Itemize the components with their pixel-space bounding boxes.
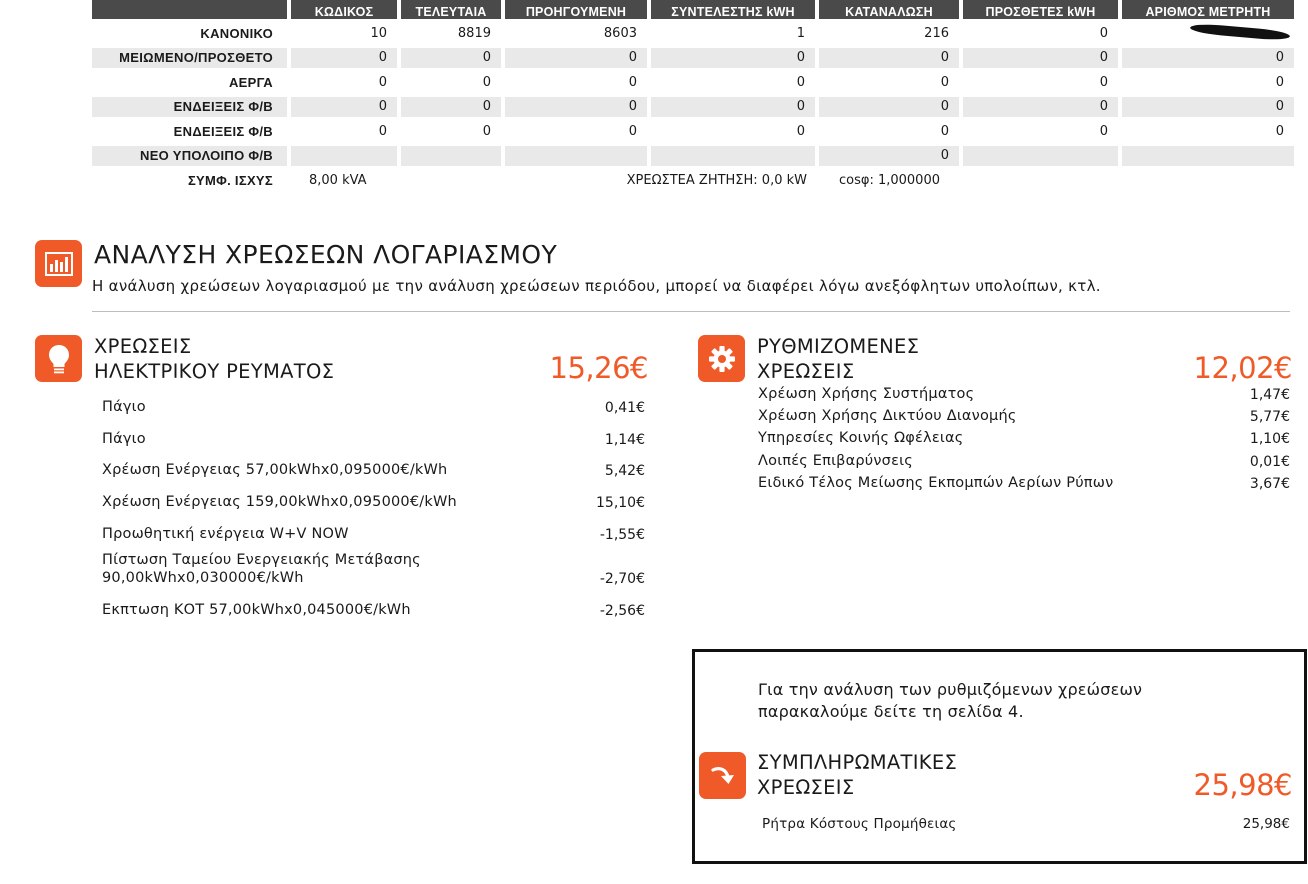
- analysis-subtitle: Η ανάλυση χρεώσεων λογαριασμού με την ανάλυση χρεώσεων περιόδου, μπορεί να διαφέρει λόγω ανεξόφλητων υπολοίπων, κτλ.: [92, 277, 1101, 295]
- table-cell: 216: [924, 25, 949, 41]
- table-cell: 10: [370, 25, 387, 41]
- table-cell: 1: [796, 25, 805, 41]
- table-cell: 0: [628, 123, 637, 139]
- regulated-item-amount: 1,10€: [1249, 431, 1290, 447]
- regulated-item-label: Χρέωση Χρήσης Συστήματος: [758, 386, 975, 402]
- table-cell: [401, 146, 501, 167]
- col-last: ΤΕΛΕΥΤΑΙΑ: [401, 0, 501, 19]
- table-cell: 0: [963, 48, 1118, 69]
- electricity-item-label: Εκπτωση ΚΟΤ 57,00kWhx0,045000€/kWh: [102, 602, 411, 618]
- supplementary-title: [757, 750, 957, 800]
- analysis-title: ΑΝΑΛΥΣΗ ΧΡΕΩΣΕΩΝ ΛΟΓΑΡΙΑΣΜΟΥ: [94, 240, 558, 269]
- section-divider: [92, 311, 1290, 312]
- meter-table-header: [92, 0, 1294, 19]
- power-summary-row: [92, 170, 1294, 191]
- table-cell: 0: [1099, 123, 1108, 139]
- electricity-item-label: Πάγιο: [102, 431, 146, 447]
- electricity-title-line2: ΗΛΕΚΤΡΙΚΟΥ ΡΕΥΜΑΤΟΣ: [94, 360, 335, 383]
- electricity-item-amount: 1,14€: [604, 432, 645, 448]
- table-cell: 0: [796, 74, 805, 90]
- table-cell: 8603: [603, 25, 637, 41]
- table-cell: 0: [378, 123, 387, 139]
- electricity-item-label: Πίστωση Ταμείου Ενεργειακής Μετάβασης: [102, 552, 421, 568]
- table-row: [92, 121, 1294, 142]
- table-cell: 0: [291, 97, 397, 118]
- supplementary-title-line2: ΧΡΕΩΣΕΙΣ: [757, 776, 855, 799]
- electricity-title-line1: ΧΡΕΩΣΕΙΣ: [94, 335, 192, 358]
- supplementary-item-amount: 25,98€: [1242, 816, 1290, 832]
- electricity-item-amount: 0,41€: [604, 400, 645, 416]
- summary-blank: [1122, 170, 1294, 191]
- summary-blank: [963, 170, 1118, 191]
- table-cell: 0: [291, 48, 397, 69]
- supplementary-title-line1: ΣΥΜΠΛΗΡΩΜΑΤΙΚΕΣ: [757, 751, 958, 774]
- regulated-title: [757, 334, 919, 384]
- redaction-mark: [1190, 22, 1290, 41]
- table-cell: 0: [482, 123, 491, 139]
- row-label: ΜΕΙΩΜΕΝΟ/ΠΡΟΣΘΕΤΟ: [92, 48, 287, 69]
- col-coefficient: ΣΥΝΤΕΛΕΣΤΗΣ kWH: [651, 0, 815, 19]
- regulated-item-label: Ειδικό Τέλος Μείωσης Εκπομπών Αερίων Ρύπων: [758, 475, 1114, 491]
- regulated-title-line1: ΡΥΘΜΙΖΟΜΕΝΕΣ: [757, 335, 920, 358]
- table-cell: 0: [1122, 48, 1294, 69]
- table-cell: 0: [1099, 74, 1108, 90]
- table-cell: 0: [796, 123, 805, 139]
- table-cell: 0: [1275, 74, 1284, 90]
- electricity-title: [94, 334, 334, 384]
- table-cell: 0: [628, 74, 637, 90]
- regulated-item-label: Λοιπές Επιβαρύνσεις: [758, 453, 913, 469]
- table-cell: 0: [505, 97, 647, 118]
- table-row: [92, 72, 1294, 93]
- table-cell: 0: [378, 74, 387, 90]
- meter-readings-table: [88, 0, 1298, 195]
- note-line-1: Για την ανάλυση των ρυθμιζόμενων χρεώσεων: [758, 680, 1143, 699]
- header-blank: [92, 0, 287, 19]
- row-label: ΑΕΡΓΑ: [228, 74, 273, 90]
- table-cell: 0: [940, 123, 949, 139]
- table-row: [92, 23, 1294, 44]
- regulated-item-amount: 1,47€: [1249, 387, 1290, 403]
- table-cell: 0: [482, 74, 491, 90]
- table-cell: [651, 146, 815, 167]
- electricity-item-amount: 5,42€: [604, 463, 645, 479]
- table-cell: 0: [819, 97, 959, 118]
- supplementary-item-label: Ρήτρα Κόστους Προμήθειας: [762, 816, 957, 832]
- row-label: ΚΑΝΟΝΙΚΟ: [200, 25, 273, 41]
- table-row: [92, 146, 1294, 167]
- lightbulb-icon: [35, 335, 82, 382]
- regulated-item-label: Υπηρεσίες Κοινής Ωφέλειας: [758, 430, 964, 446]
- electricity-item-label-cont: 90,00kWhx0,030000€/kWh: [102, 570, 304, 586]
- table-cell: 0: [401, 48, 501, 69]
- regulated-item-amount: 0,01€: [1249, 454, 1290, 470]
- summary-blank: [401, 170, 501, 191]
- electricity-item-label: Χρέωση Ενέργειας 159,00kWhx0,095000€/kWh: [102, 494, 457, 510]
- col-additional: ΠΡΟΣΘΕΤΕΣ kWH: [963, 0, 1118, 19]
- regulated-item-amount: 3,67€: [1249, 476, 1290, 492]
- regulated-item-amount: 5,77€: [1249, 409, 1290, 425]
- supplementary-total: 25,98€: [1193, 768, 1292, 802]
- row-label: ΕΝΔΕΙΞΕΙΣ Φ/Β: [173, 123, 273, 139]
- electricity-item-label: Πάγιο: [102, 399, 146, 415]
- table-cell: 0: [963, 97, 1118, 118]
- table-cell: 0: [1099, 25, 1108, 41]
- gear-icon: [698, 335, 745, 382]
- electricity-total: 15,26€: [549, 351, 648, 385]
- col-code: ΚΩΔΙΚΟΣ: [291, 0, 397, 19]
- electricity-item-amount: -1,55€: [599, 527, 645, 543]
- contract-power-value: 8,00 kVA: [291, 170, 397, 191]
- cosphi-value: cosφ: 1,000000: [819, 170, 959, 191]
- table-cell: 0: [651, 48, 815, 69]
- col-previous: ΠΡΟΗΓΟΥΜΕΝΗ: [505, 0, 647, 19]
- regulated-title-line2: ΧΡΕΩΣΕΙΣ: [757, 360, 855, 383]
- table-row: [92, 97, 1294, 118]
- electricity-item-label: Προωθητική ενέργεια W+V NOW: [102, 526, 349, 542]
- table-cell: 0: [505, 48, 647, 69]
- regulated-item-label: Χρέωση Χρήσης Δικτύου Διανομής: [758, 408, 1017, 424]
- table-cell: [963, 146, 1118, 167]
- electricity-item-amount: -2,70€: [599, 571, 645, 587]
- col-meter-number: ΑΡΙΘΜΟΣ ΜΕΤΡΗΤΗ: [1122, 0, 1294, 19]
- row-label: ΝΕΟ ΥΠΟΛΟΙΠΟ Φ/Β: [92, 146, 287, 167]
- curved-arrow-icon: [699, 752, 746, 799]
- bar-chart-icon: [35, 240, 82, 287]
- table-row: [92, 48, 1294, 69]
- note-line-2: παρακαλούμε δείτε τη σελίδα 4.: [758, 702, 1024, 721]
- table-cell: 0: [819, 48, 959, 69]
- electricity-item-label: Χρέωση Ενέργειας 57,00kWhx0,095000€/kWh: [102, 462, 448, 478]
- table-cell: [291, 146, 397, 167]
- col-consumption: ΚΑΤΑΝΑΛΩΣΗ: [819, 0, 959, 19]
- table-cell: 0: [1275, 123, 1284, 139]
- contract-power-label: ΣΥΜΦ. ΙΣΧΥΣ: [92, 170, 287, 191]
- table-cell: 8819: [457, 25, 491, 41]
- table-cell: 0: [819, 146, 959, 167]
- table-cell: 0: [651, 97, 815, 118]
- table-cell: 0: [401, 97, 501, 118]
- table-cell: [1122, 146, 1294, 167]
- electricity-item-amount: 15,10€: [596, 495, 645, 511]
- table-cell: [505, 146, 647, 167]
- electricity-item-amount: -2,56€: [599, 603, 645, 619]
- regulated-total: 12,02€: [1193, 351, 1292, 385]
- row-label: ΕΝΔΕΙΞΕΙΣ Φ/Β: [92, 97, 287, 118]
- meter-number-cell: [1122, 23, 1294, 44]
- chargeable-demand: ΧΡΕΩΣΤΕΑ ΖΗΤΗΣΗ: 0,0 kW: [505, 170, 815, 191]
- table-cell: 0: [940, 74, 949, 90]
- table-cell: 0: [1122, 97, 1294, 118]
